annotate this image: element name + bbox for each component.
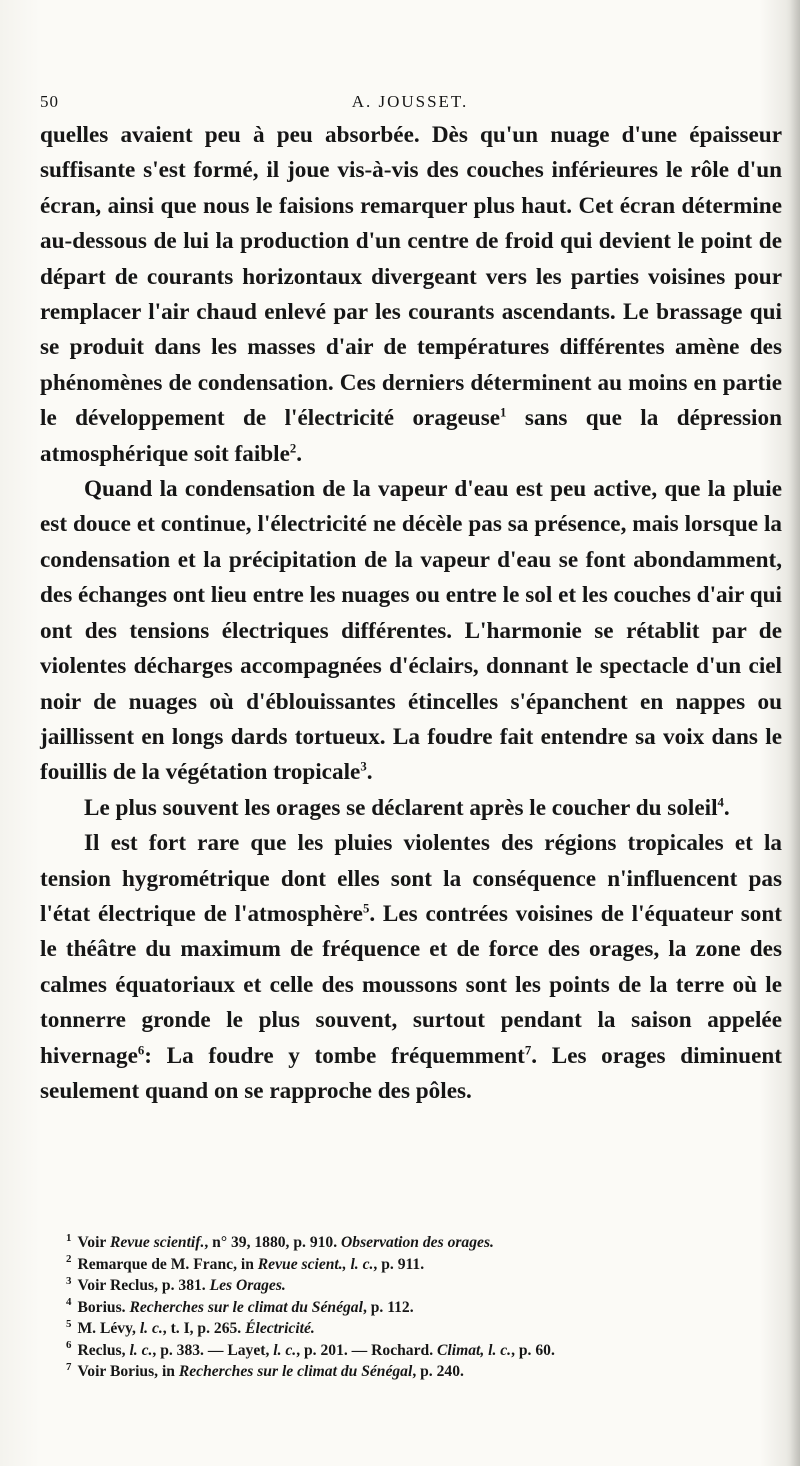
text-run: . Les contrées voisines de l'équateur sont le théâtre du maximum de fréquence et de force des orages, la zone des calmes équatoriaux et celle des moussons sont les points de la terre où le tonnerre gronde le plus souvent, surtout pendant la saison appelée hivernage [40, 900, 782, 1069]
italic-text: l. c. [139, 1320, 163, 1337]
text-run: Quand la condensation de la vapeur d'eau est peu active, que la pluie est douce et continue, l'électricité ne décèle pas sa présence, mais lorsque la condensation et la précipitation de la vapeur d'eau se font abondamment, des échanges ont lieu entre les nuages ou entre le sol et les couches d'air qui ont des tensions électriques différentes. L'harmonie se rétablit par de violentes décharges accompagnées d'éclairs, donnant le spectacle d'un ciel noir de nuages où d'éblouissantes étincelles s'épanchent en nappes ou jaillissent en longs dards tortueux. La foudre fait entendre sa voix dans le fouillis de la végétation tropicale [40, 476, 782, 786]
paragraph [40, 791, 782, 826]
paragraph [40, 826, 782, 1109]
italic-text: Observation des orages. [341, 1234, 494, 1251]
footnote [40, 1275, 782, 1297]
text-run: Remarque de M. Franc, in [77, 1255, 258, 1273]
text-run: Voir Reclus, p. 381. [77, 1277, 210, 1294]
italic-text: l. c. [273, 1341, 297, 1359]
text-run: , n° 39, 1880, p. 910. [204, 1234, 342, 1251]
footnote-reference: 2 [289, 440, 297, 455]
footnote-mark: 2 [66, 1253, 72, 1266]
text-run: , p. 383. — Layet, [152, 1341, 274, 1359]
italic-text: Recherches sur le climat du Sénégal [178, 1363, 413, 1380]
text-run: : La foudre y tombe fréquemment [144, 1042, 525, 1069]
text-run: Le plus souvent les orages se déclarent après le coucher du soleil [84, 794, 718, 821]
text-run: , p. 201. — Rochard. [296, 1341, 437, 1359]
page-spine-shadow [786, 0, 800, 1466]
text-run: . [723, 794, 730, 821]
footnote-mark: 4 [66, 1296, 72, 1309]
text-run: , p. 60. [511, 1341, 555, 1359]
footnote [40, 1340, 782, 1362]
footnote-mark: 3 [66, 1274, 72, 1287]
footnote-reference: 4 [717, 794, 724, 809]
page-header [40, 92, 780, 116]
footnote [40, 1297, 782, 1319]
italic-text: l. c. [129, 1341, 153, 1359]
italic-text: Climat, l. c. [437, 1341, 512, 1359]
footnote-mark: 6 [66, 1339, 72, 1352]
body-text [40, 118, 782, 1109]
footnote-reference: 6 [137, 1042, 145, 1057]
text-run: Voir Borius, in [77, 1363, 179, 1380]
footnote-reference: 3 [360, 759, 367, 774]
text-run: Il est fort rare que les pluies violentes des régions tropicales et la tension hygrométrique dont elles sont la conséquence n'influencent pas l'état électrique de l'atmosphère [40, 830, 782, 927]
text-run: , t. I, p. 265. [162, 1320, 246, 1337]
text-run: , p. 240. [412, 1363, 464, 1380]
footnote [40, 1254, 782, 1276]
footnote [40, 1318, 782, 1340]
italic-text: Revue scient., l. c. [257, 1255, 374, 1273]
footnote [40, 1232, 782, 1254]
footnotes [40, 1232, 782, 1383]
text-run: Reclus, [77, 1341, 130, 1359]
footnote-reference: 5 [362, 901, 370, 916]
italic-text: Électricité. [245, 1320, 315, 1337]
italic-text: Revue scientif. [109, 1234, 205, 1251]
footnote-mark: 5 [66, 1317, 72, 1330]
text-run: , p. 911. [373, 1255, 425, 1273]
footnote [40, 1361, 782, 1383]
paragraph [40, 472, 782, 791]
text-run: . [366, 759, 373, 786]
text-run: . [296, 440, 303, 467]
text-run: quelles avaient peu à peu absorbée. Dès qu'un nuage d'une épaisseur suffisante s'est formé, il joue vis-à-vis des couches inférieures le rôle d'un écran, ainsi que nous le faisions remarquer plus haut. Cet écran détermine au-dessous de lui la production d'un centre de froid qui devient le point de départ de courants horizontaux divergeant vers les parties voisines pour remplacer l'air chaud enlevé par les courants ascendants. Le brassage qui se produit dans les masses d'air de températures différentes amène des phénomènes de condensation. Ces derniers déterminent au moins en partie le développement de l'électricité orageuse [40, 122, 782, 432]
paragraph [40, 118, 782, 472]
running-head: A. JOUSSET. [351, 92, 469, 111]
footnote-reference: 7 [524, 1042, 532, 1057]
text-run: Borius. [77, 1298, 130, 1316]
page-number: 50 [40, 92, 59, 111]
footnote-mark: 7 [66, 1360, 72, 1373]
text-run: . Les orages diminuent seulement quand on se rapproche des pôles. [40, 1042, 782, 1104]
text-run: Voir [77, 1234, 110, 1251]
text-run: M. Lévy, [77, 1320, 140, 1337]
text-run: , p. 112. [362, 1298, 414, 1316]
italic-text: Les Orages. [209, 1277, 286, 1294]
footnote-reference: 1 [500, 405, 507, 420]
footnote-mark: 1 [66, 1231, 72, 1244]
italic-text: Recherches sur le climat du Sénégal [129, 1298, 363, 1316]
text-run: sans que la dépression atmosphérique soit faible [40, 405, 782, 467]
